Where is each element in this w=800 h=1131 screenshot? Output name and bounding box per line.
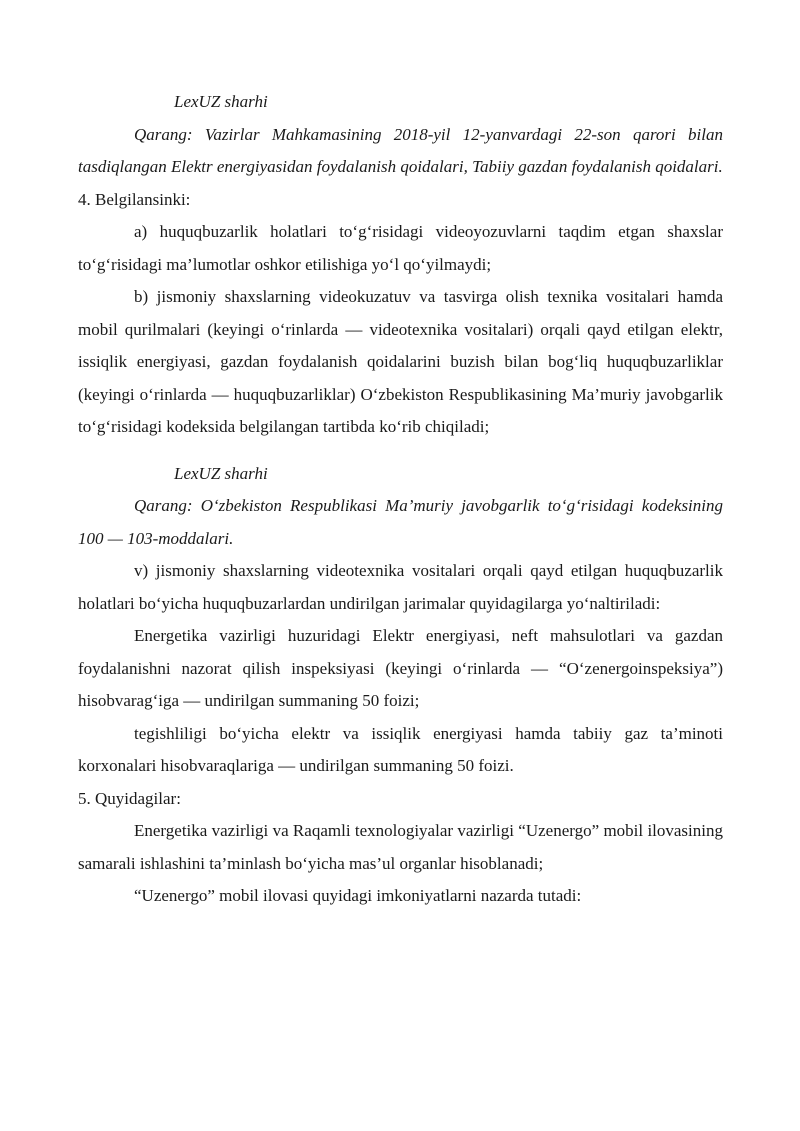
lexuz-note-text: Qarang: Vazirlar Mahkamasining 2018-yil 12-yanvardagi 22-son qarori bilan tasdiqlangan Elektr energiyasidan foydalanish qoidalari, Tabiiy gazdan foydalanish qoidalari. [78, 124, 723, 176]
paragraph: Energetika vazirligi va Raqamli texnologiyalar vazirligi “Uzenergo” mobil ilovasining samarali ishlashini ta’minlash bo‘yicha mas’ul organlar hisoblanadi; [78, 821, 723, 873]
paragraph: a) huquqbuzarlik holatlari to‘g‘risidagi videoyozuvlarni taqdim etgan shaxslar to‘g‘risidagi ma’lumotlar oshkor etilishiga yo‘l qo‘yilmaydi; [78, 222, 723, 274]
paragraph: tegishliligi bo‘yicha elektr va issiqlik energiyasi hamda tabiiy gaz ta’minoti korxonalari hisobvaraqlariga — undirilgan summaning 50 foizi. [78, 723, 723, 775]
document-page [78, 86, 723, 913]
spacer [78, 444, 723, 458]
paragraph: “Uzenergo” mobil ilovasi quyidagi imkoniyatlarni nazarda tutadi: [134, 886, 582, 905]
lexuz-note-text: Qarang: O‘zbekiston Respublikasi Ma’muriy javobgarlik to‘g‘risidagi kodeksining 100 — 103-moddalari. [78, 496, 723, 548]
section-heading: 5. Quyidagilar: [78, 788, 181, 808]
paragraph: b) jismoniy shaxslarning videokuzatuv va tasvirga olish texnika vositalari hamda mobil qurilmalari (keyingi o‘rinlarda — videotexnika vositalari) orqali qayd etilgan elektr, issiqlik energiyasi, gazdan foydalanish qoidalarini buzish bilan bog‘liq huquqbuzarliklar (keyingi o‘rinlarda — huquqbuzarliklar) O‘zbekiston Respublikasining Ma’muriy javobgarlik to‘g‘risidagi kodeksida belgilangan tartibda ko‘rib chiqiladi; [78, 287, 723, 436]
lexuz-note-title: LexUZ sharhi [174, 463, 268, 483]
paragraph: v) jismoniy shaxslarning videotexnika vositalari orqali qayd etilgan huquqbuzarlik holatlari bo‘yicha huquqbuzarlardan undirilgan jarimalar quyidagilarga yo‘naltiriladi: [78, 561, 723, 613]
paragraph: Energetika vazirligi huzuridagi Elektr energiyasi, neft mahsulotlari va gazdan foydalanishni nazorat qilish inspeksiyasi (keyingi o‘rinlarda — “O‘zenergoinspeksiya”) hisobvarag‘iga — undirilgan summaning 50 foizi; [78, 626, 723, 710]
section-heading: 4. Belgilansinki: [78, 189, 191, 209]
lexuz-note-title: LexUZ sharhi [174, 92, 268, 111]
